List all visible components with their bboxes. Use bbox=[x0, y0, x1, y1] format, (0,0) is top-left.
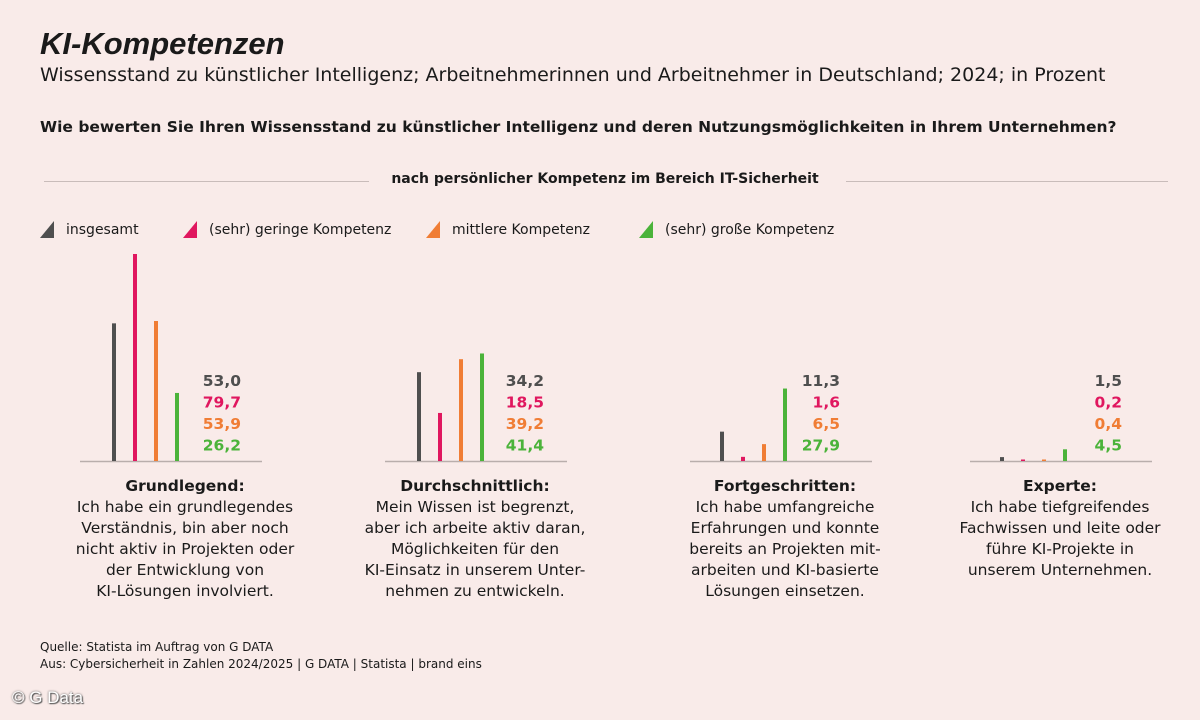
copyright-watermark: © G Data bbox=[12, 688, 84, 707]
data-label: 41,4 bbox=[505, 436, 544, 455]
source-note bbox=[40, 639, 482, 673]
data-label: 18,5 bbox=[505, 393, 544, 412]
data-label: 53,9 bbox=[202, 415, 241, 433]
source-line: Quelle: Statista im Auftrag von G DATA bbox=[40, 640, 274, 654]
bar bbox=[154, 321, 158, 461]
category-title: Experte: bbox=[1023, 477, 1097, 495]
chart-subtitle: Wissensstand zu künstlicher Intelligenz; Arbeitnehmerinnen und Arbeitnehmer in Deutschland; 2024; in Prozent bbox=[40, 64, 1106, 86]
bar bbox=[459, 359, 463, 461]
category-durchschnittlich bbox=[330, 476, 620, 602]
bar bbox=[1063, 449, 1067, 461]
bar bbox=[720, 432, 724, 461]
data-label: 0,4 bbox=[1094, 415, 1122, 433]
bar bbox=[480, 353, 484, 461]
category-title: Durchschnittlich: bbox=[400, 477, 550, 495]
legend-label: (sehr) geringe Kompetenz bbox=[209, 221, 392, 238]
data-label: 4,5 bbox=[1094, 436, 1122, 455]
category-description: Mein Wissen ist begrenzt, aber ich arbeite aktiv daran, Möglichkeiten für den KI-Einsatz in unserem Unter- nehmen zu entwickeln. bbox=[364, 498, 586, 600]
data-label: 53,0 bbox=[202, 372, 241, 390]
category-title: Grundlegend: bbox=[125, 477, 245, 495]
data-label: 6,5 bbox=[812, 415, 840, 433]
data-label: 26,2 bbox=[202, 436, 241, 455]
bar bbox=[741, 457, 745, 461]
data-label: 27,9 bbox=[801, 436, 840, 455]
bar bbox=[438, 413, 442, 461]
legend-label: (sehr) große Kompetenz bbox=[665, 221, 835, 238]
data-label: 34,2 bbox=[505, 372, 544, 390]
category-experte bbox=[915, 476, 1200, 581]
category-title: Fortgeschritten: bbox=[713, 477, 857, 495]
bar bbox=[762, 444, 766, 461]
data-label: 0,2 bbox=[1094, 393, 1122, 412]
legend-label: mittlere Kompetenz bbox=[452, 221, 591, 238]
chart-title: KI-Kompetenzen bbox=[40, 26, 285, 61]
bar bbox=[175, 393, 179, 461]
data-label: 1,5 bbox=[1094, 372, 1122, 390]
data-label: 39,2 bbox=[505, 415, 544, 433]
bar bbox=[417, 372, 421, 461]
bar bbox=[1042, 460, 1046, 462]
bar bbox=[1021, 460, 1025, 462]
legend-label: insgesamt bbox=[66, 221, 139, 238]
category-grundlegend bbox=[40, 476, 330, 602]
survey-question: Wie bewerten Sie Ihren Wissensstand zu künstlicher Intelligenz und deren Nutzungsmöglichkeiten in Ihrem Unternehmen? bbox=[40, 118, 1117, 136]
bar bbox=[112, 323, 116, 461]
category-description: Ich habe umfangreiche Erfahrungen und konnte bereits an Projekten mit- arbeiten und KI-basierte Lösungen einsetzen. bbox=[689, 498, 881, 600]
category-fortgeschritten bbox=[640, 476, 930, 602]
bar bbox=[133, 254, 137, 461]
category-description: Ich habe tiefgreifendes Fachwissen und leite oder führe KI-Projekte in unserem Unternehmen. bbox=[959, 498, 1161, 579]
data-label: 79,7 bbox=[202, 393, 241, 412]
section-label: nach persönlicher Kompetenz im Bereich IT-Sicherheit bbox=[391, 171, 819, 187]
publication-line: Aus: Cybersicherheit in Zahlen 2024/2025 | G DATA | Statista | brand eins bbox=[40, 657, 482, 671]
data-label: 11,3 bbox=[801, 372, 840, 390]
bar bbox=[783, 389, 787, 461]
bar bbox=[1000, 457, 1004, 461]
data-label: 1,6 bbox=[812, 393, 840, 412]
category-description: Ich habe ein grundlegendes Verständnis, bin aber noch nicht aktiv in Projekten oder der Entwicklung von KI-Lösungen involviert. bbox=[75, 498, 295, 600]
